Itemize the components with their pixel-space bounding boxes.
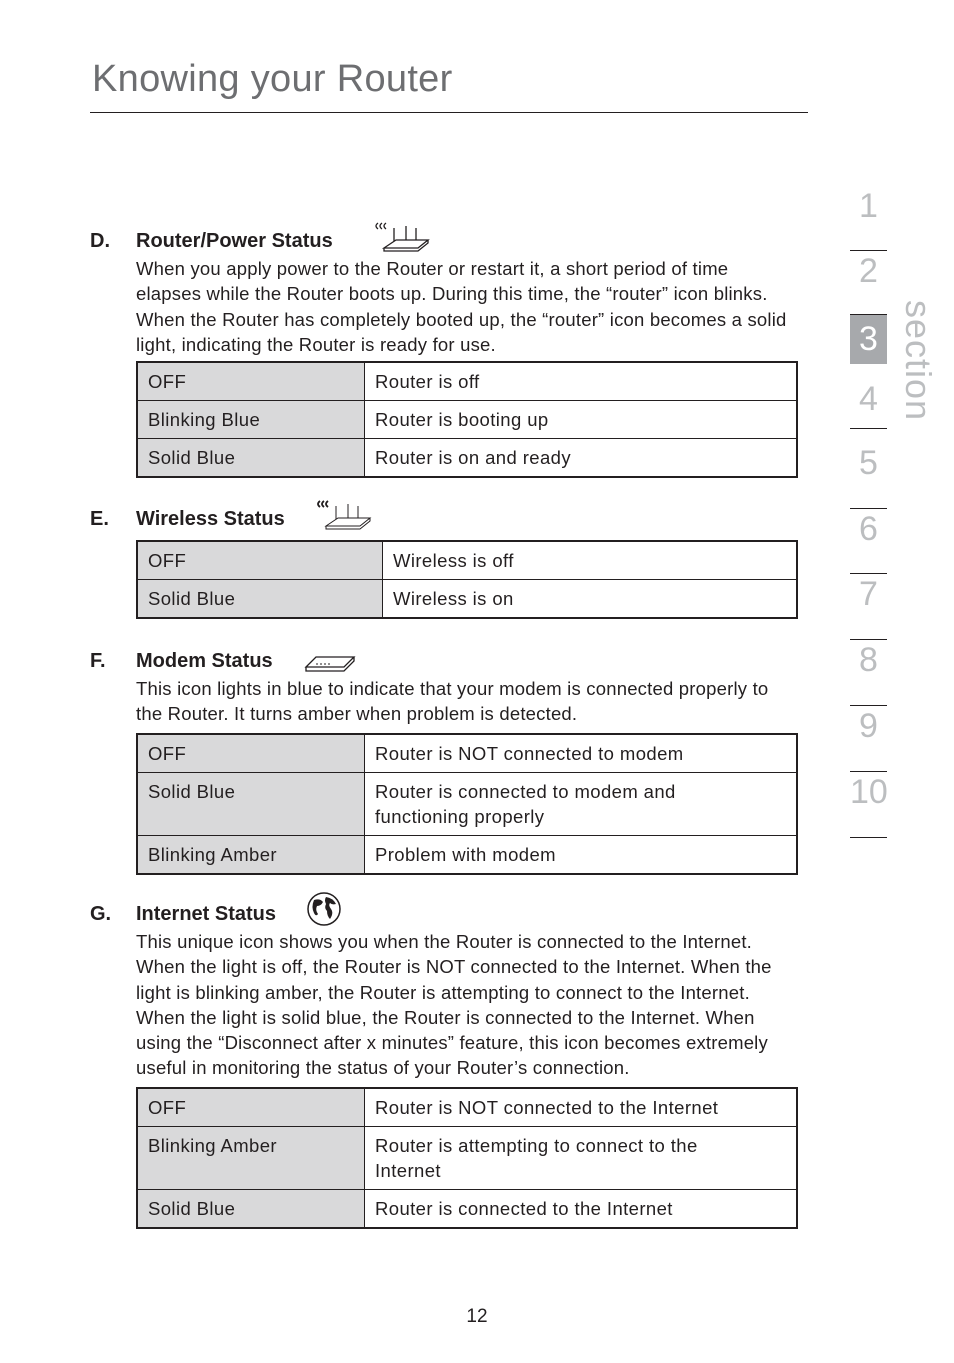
state-cell: Blinking Blue [137,401,365,439]
section-modem-status [90,650,798,875]
meaning-cell: Router is NOT connected to the Internet [365,1088,798,1127]
table-row [137,362,797,401]
globe-icon [306,891,342,932]
table-row [137,439,797,478]
state-cell: Solid Blue [137,1189,365,1228]
section-title: Wireless Status [136,508,285,530]
status-table [136,361,798,478]
state-cell: OFF [137,541,383,580]
section-title: Modem Status [136,650,273,672]
section-tab-2[interactable]: 2 [850,251,887,316]
page-number: 12 [466,1306,488,1327]
wireless-icon [314,496,374,537]
meaning-cell: Wireless is on [383,580,798,619]
section-heading [90,230,798,256]
section-description: When you apply power to the Router or restart it, a short period of time elapses while the Router boots up. During this time, the “router” icon blinks. When the Router has completely booted up, the “router” icon becomes a solid light, indicating the Router is ready for use. [136,258,787,355]
section-tab-3-active[interactable]: 3 [850,315,887,364]
section-heading [90,508,798,540]
section-letter: E. [90,508,109,530]
table-row [137,734,797,773]
section-tab-5[interactable]: 5 [850,429,887,509]
state-cell: Solid Blue [137,580,383,619]
state-cell: Blinking Amber [137,835,365,874]
section-tabs [850,186,887,838]
state-cell: OFF [137,734,365,773]
section-tab-4[interactable]: 4 [850,379,887,429]
meaning-cell: Router is on and ready [365,439,798,478]
state-cell: Solid Blue [137,772,365,835]
section-tab-7[interactable]: 7 [850,574,887,640]
section-internet-status [90,903,798,1229]
section-heading [90,903,798,929]
table-row [137,580,797,619]
section-letter: F. [90,650,106,672]
meaning-cell: Problem with modem [365,835,798,874]
section-router-power-status [90,230,798,478]
section-title: Internet Status [136,903,277,925]
section-tab-9[interactable]: 9 [850,706,887,772]
meaning-cell: Router is attempting to connect to the Internet [365,1126,798,1189]
section-tab-6[interactable]: 6 [850,509,887,574]
page-title: Knowing your Router [92,58,453,100]
meaning-cell: Router is NOT connected to modem [365,734,798,773]
section-wireless-status [90,508,798,619]
router-icon [372,218,432,259]
section-letter: D. [90,230,110,252]
section-label: section [898,300,939,422]
meaning-cell: Router is booting up [365,401,798,439]
modem-icon [302,652,358,681]
section-description: This unique icon shows you when the Router is connected to the Internet. When the light is off, the Router is NOT connected to the Internet. When the light is blinking amber, the Router is attempting to connect to the Internet. When the light is solid blue, the Router is connected to the Internet. When using the “Disconnect after x minutes” feature, this icon becomes extremely useful in monitoring the status of your Router’s connection. [136,931,772,1079]
state-cell: Solid Blue [137,439,365,478]
status-table [136,733,798,875]
meaning-cell: Wireless is off [383,541,798,580]
meaning-cell: Router is connected to modem and functioning properly [365,772,798,835]
table-row [137,541,797,580]
state-cell: OFF [137,362,365,401]
section-tab-1[interactable]: 1 [850,186,887,251]
state-cell: Blinking Amber [137,1126,365,1189]
title-divider [90,112,808,113]
table-row [137,835,797,874]
section-description: This icon lights in blue to indicate that your modem is connected properly to the Router. It turns amber when problem is detected. [136,678,769,725]
table-row [137,401,797,439]
section-title: Router/Power Status [136,230,333,252]
section-tab-8[interactable]: 8 [850,640,887,706]
meaning-cell: Router is connected to the Internet [365,1189,798,1228]
table-row [137,1088,797,1127]
section-tab-10[interactable]: 10 [850,772,887,838]
status-table [136,540,798,619]
section-heading [90,650,798,676]
meaning-cell: Router is off [365,362,798,401]
section-letter: G. [90,903,112,925]
status-table [136,1087,798,1229]
table-row [137,1126,797,1189]
table-row [137,772,797,835]
state-cell: OFF [137,1088,365,1127]
table-row [137,1189,797,1228]
